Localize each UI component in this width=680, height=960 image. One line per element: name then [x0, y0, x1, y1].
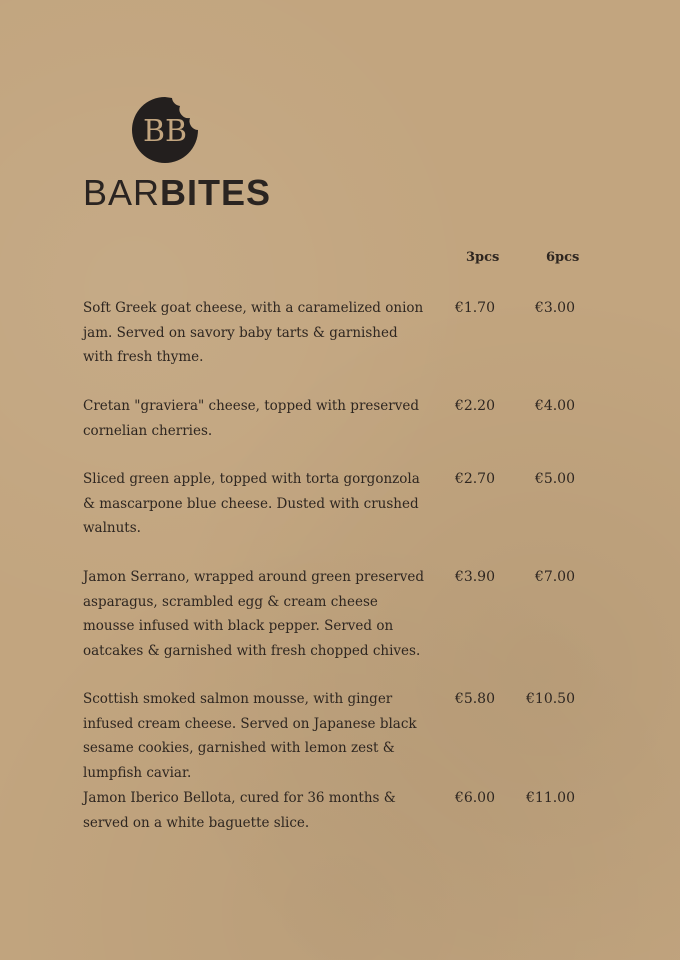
price-3pcs: €5.80 [454, 691, 495, 707]
logo-letters: BB [142, 114, 188, 149]
price-3pcs: €1.70 [454, 300, 495, 316]
item-description: Soft Greek goat cheese, with a caramelized onion jam. Served on savory baby tarts & garnished with fresh thyme. [83, 300, 424, 365]
item-description: Jamon Serrano, wrapped around green preserved asparagus, scrambled egg & cream cheese mousse infused with black pepper. Served on oatcakes & garnished with fresh chopped chives. [83, 569, 424, 659]
price-6pcs: €3.00 [534, 300, 575, 316]
price-6pcs: €7.00 [534, 569, 575, 585]
item-description: Scottish smoked salmon mousse, with ginger infused cream cheese. Served on Japanese black sesame cookies, garnished with lemon zest & lumpfish caviar. [83, 691, 417, 781]
price-3pcs: €3.90 [454, 569, 495, 585]
brand-bold: BITES [160, 172, 272, 213]
column-header-6pcs: 6pcs [546, 250, 580, 265]
price-6pcs: €4.00 [534, 398, 575, 414]
price-6pcs: €5.00 [534, 471, 575, 487]
brand-light: BAR [83, 172, 161, 213]
column-header-3pcs: 3pcs [466, 250, 500, 265]
barbites-logo [132, 97, 198, 163]
item-description: Jamon Iberico Bellota, cured for 36 months & served on a white baguette slice. [83, 790, 396, 831]
brand-wordmark [83, 172, 271, 214]
price-3pcs: €2.70 [454, 471, 495, 487]
price-6pcs: €10.50 [526, 691, 575, 707]
item-description: Sliced green apple, topped with torta gorgonzola & mascarpone blue cheese. Dusted with crushed walnuts. [83, 471, 420, 536]
item-description: Cretan "graviera" cheese, topped with preserved cornelian cherries. [83, 398, 420, 439]
price-3pcs: €6.00 [454, 790, 495, 806]
price-3pcs: €2.20 [454, 398, 495, 414]
price-6pcs: €11.00 [526, 790, 575, 806]
